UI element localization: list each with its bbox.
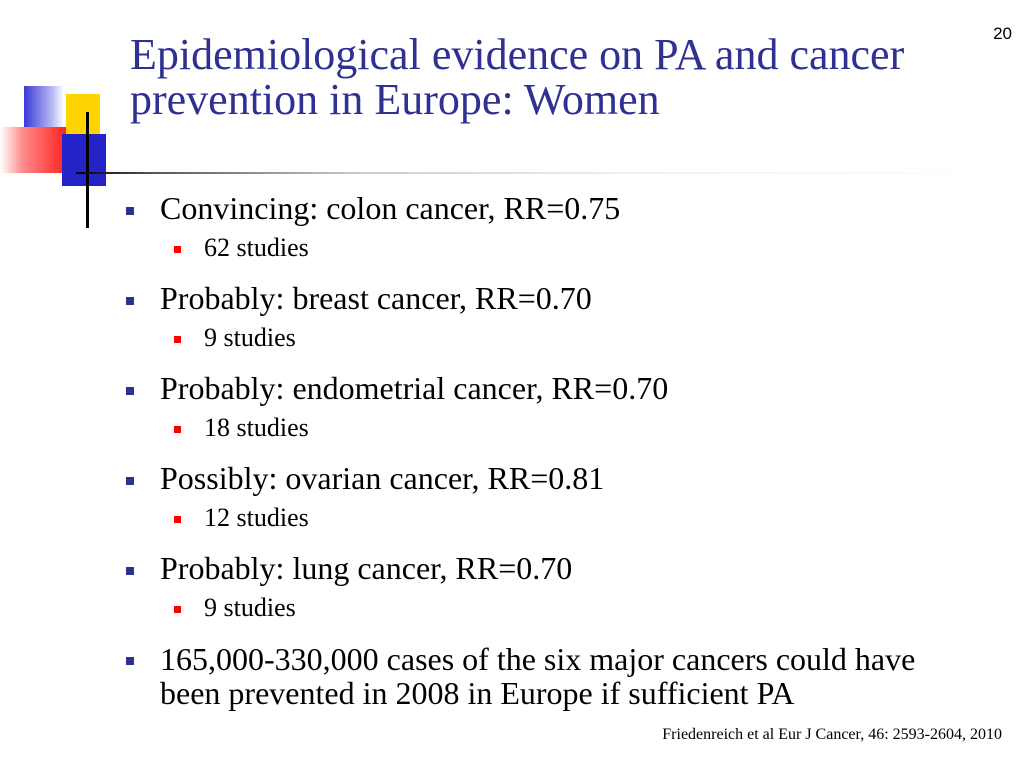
bullet-level1 (122, 552, 1002, 584)
square-bullet-icon (126, 387, 134, 395)
list-item (122, 192, 1002, 262)
slide-title: Epidemiological evidence on PA and cancer prevention in Europe: Women (130, 30, 905, 124)
sub-bullet-text: 9 studies (204, 593, 296, 622)
sub-bullet-text: 12 studies (204, 503, 309, 532)
bullet-text: Convincing: colon cancer, RR=0.75 (160, 190, 621, 226)
bullet-list (122, 192, 1002, 720)
bullet-level2 (204, 234, 1002, 262)
square-bullet-icon (126, 477, 134, 485)
sub-bullet-text: 9 studies (204, 323, 296, 352)
square-bullet-icon (126, 657, 134, 665)
square-bullet-icon (126, 297, 134, 305)
sub-bullet-text: 62 studies (204, 233, 309, 262)
bullet-level1 (122, 372, 1002, 404)
bullet-text: Probably: endometrial cancer, RR=0.70 (160, 370, 669, 406)
square-bullet-icon (126, 567, 134, 575)
list-item (122, 282, 1002, 352)
bullet-text: Probably: breast cancer, RR=0.70 (160, 280, 592, 316)
list-item (122, 372, 1002, 442)
bullet-level1 (122, 192, 1002, 224)
square-bullet-icon (174, 426, 181, 433)
sub-bullet-text: 18 studies (204, 413, 309, 442)
citation: Friedenreich et al Eur J Cancer, 46: 2593-2604, 2010 (662, 726, 1002, 743)
bullet-level1 (122, 282, 1002, 314)
slide-number: 20 (993, 24, 1012, 43)
list-item (122, 552, 1002, 622)
bullet-level1 (122, 462, 1002, 494)
bullet-level2 (204, 504, 1002, 532)
square-bullet-icon (174, 516, 181, 523)
square-bullet-icon (174, 246, 181, 253)
summary-text: 165,000-330,000 cases of the six major cancers could have been prevented in 2008 in Europe if sufficient PA (160, 641, 916, 711)
bullet-text: Possibly: ovarian cancer, RR=0.81 (160, 460, 605, 496)
bullet-text: Probably: lung cancer, RR=0.70 (160, 550, 573, 586)
list-item (122, 462, 1002, 532)
deco-vertical-line (86, 112, 89, 228)
deco-yellow-square (66, 94, 100, 136)
bullet-level2 (204, 414, 1002, 442)
list-item (122, 642, 1002, 710)
square-bullet-icon (174, 336, 181, 343)
square-bullet-icon (174, 606, 181, 613)
deco-blue-square (62, 134, 106, 186)
square-bullet-icon (126, 207, 134, 215)
bullet-level2 (204, 594, 1002, 622)
bullet-level1 (122, 642, 950, 710)
decorative-logo (0, 0, 130, 240)
deco-red-square (0, 127, 66, 173)
bullet-level2 (204, 324, 1002, 352)
title-underline (76, 172, 1024, 174)
